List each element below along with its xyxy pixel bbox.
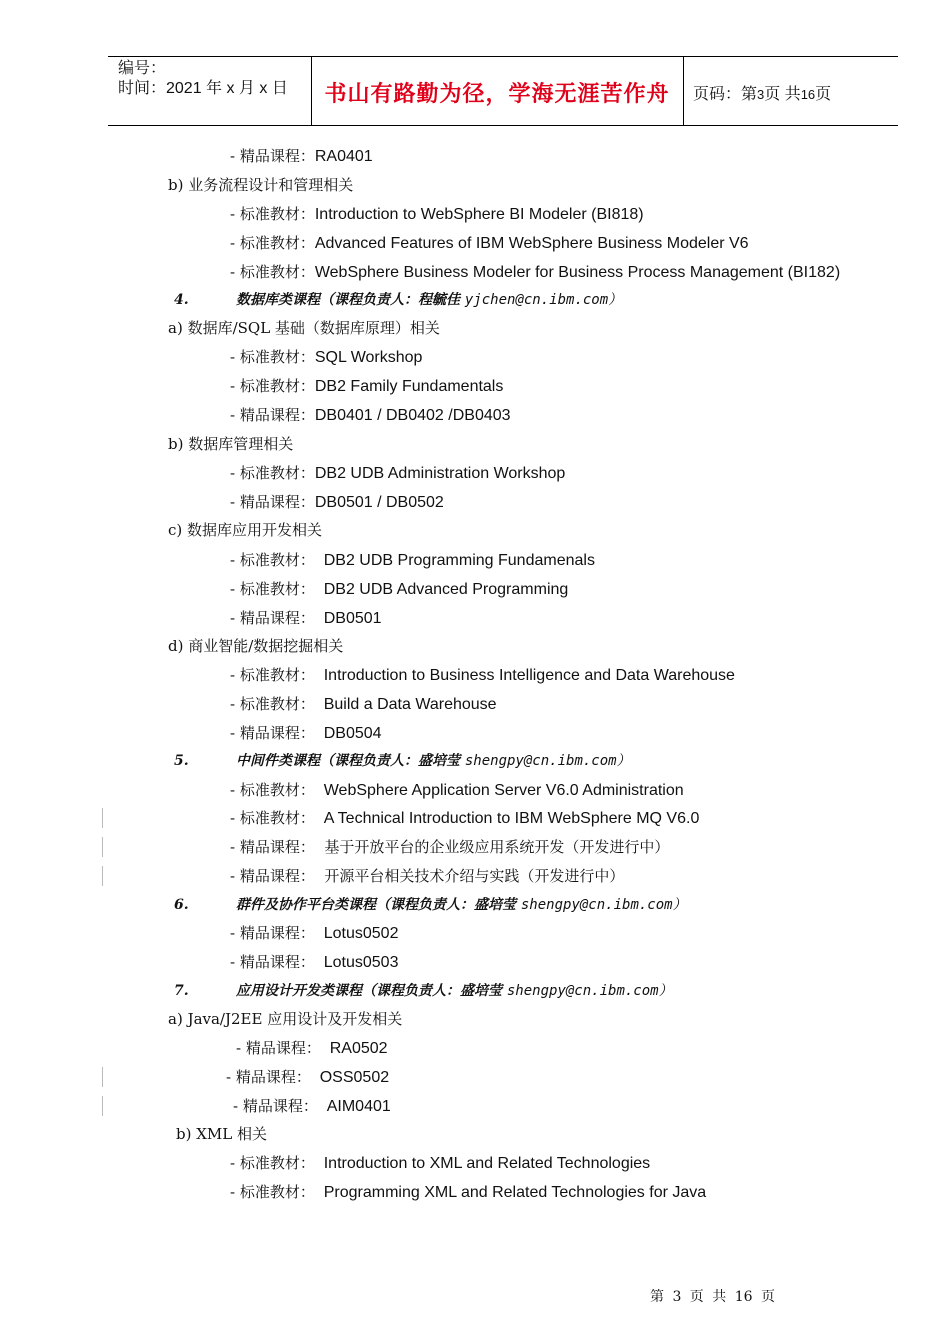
subsection-text: d) 商业智能/数据挖掘相关 <box>168 637 344 655</box>
course-title: A Technical Introduction to IBM WebSphere MQ V6.0 <box>314 810 700 827</box>
course-item <box>230 463 565 484</box>
course-type-label: - 精品课程： <box>230 838 315 856</box>
contact-email: shengpy@cn.ibm.com） <box>520 897 687 913</box>
course-title: DB0401 / DB0402 /DB0403 <box>314 407 511 424</box>
contact-email: shengpy@cn.ibm.com） <box>506 983 673 999</box>
subsection-text: b) 业务流程设计和管理相关 <box>168 176 354 194</box>
course-title: AIM0401 <box>317 1098 391 1115</box>
course-type-label: - 标准教材： <box>230 205 315 223</box>
course-title: Advanced Features of IBM WebSphere Business Modeler V6 <box>314 235 749 252</box>
course-title: OSS0502 <box>310 1069 390 1086</box>
course-type-label: - 精品课程： <box>230 493 315 511</box>
course-type-label: - 标准教材： <box>230 263 315 281</box>
course-item <box>230 492 444 513</box>
course-title: DB2 UDB Programming Fundamenals <box>314 552 595 569</box>
document-number-label: 编号： <box>118 60 167 77</box>
course-title: Programming XML and Related Technologies for Java <box>314 1184 707 1201</box>
subsection-text: a) 数据库/SQL 基础（数据库原理）相关 <box>168 319 440 337</box>
course-type-label: - 标准教材： <box>230 1154 315 1172</box>
section-number: 4. <box>174 292 189 308</box>
header-divider <box>683 57 684 125</box>
total-pages: 16 <box>800 87 816 102</box>
course-title: DB2 UDB Administration Workshop <box>314 465 566 482</box>
course-title: Introduction to Business Intelligence and Data Warehouse <box>314 667 735 684</box>
course-item <box>233 1096 391 1117</box>
course-type-label: - 标准教材： <box>230 348 315 366</box>
margin-change-bar <box>102 837 103 857</box>
course-type-label: - 精品课程： <box>230 406 315 424</box>
course-title: Introduction to WebSphere BI Modeler (BI818) <box>314 206 644 223</box>
course-item <box>230 837 669 858</box>
course-title: WebSphere Application Server V6.0 Administration <box>314 782 684 799</box>
page-header <box>108 56 898 126</box>
subsection-label <box>168 520 322 541</box>
course-type-label: - 精品课程： <box>230 724 315 742</box>
course-title: DB2 UDB Advanced Programming <box>314 581 569 598</box>
page-footer: 第 3 页 共 16 页 <box>650 1289 775 1305</box>
course-type-label: - 精品课程： <box>233 1097 318 1115</box>
course-item <box>230 1153 650 1174</box>
course-title: Lotus0502 <box>314 925 399 942</box>
subsection-text: b) 数据库管理相关 <box>168 435 294 453</box>
course-type-label: - 标准教材： <box>230 377 315 395</box>
course-item <box>230 952 398 973</box>
course-type-label: - 精品课程： <box>230 147 315 165</box>
subsection-label <box>168 434 293 455</box>
course-type-label: - 标准教材： <box>230 781 315 799</box>
subsection-label <box>168 1009 402 1030</box>
course-item <box>230 808 699 829</box>
course-type-label: - 标准教材： <box>230 580 315 598</box>
course-item <box>230 204 644 225</box>
contact-email: yjchen@cn.ibm.com） <box>464 292 623 308</box>
document-date-label: 时间：2021 年 x 月 x 日 <box>118 80 288 97</box>
course-type-label: - 精品课程： <box>226 1068 311 1086</box>
subsection-text: b) XML 相关 <box>176 1125 267 1143</box>
course-item <box>236 1038 388 1059</box>
section-title: 中间件类课程（课程负责人：盛培莹 <box>236 753 465 769</box>
margin-change-bar <box>102 1067 103 1087</box>
course-type-label: - 精品课程： <box>230 867 315 885</box>
course-title: RA0401 <box>314 148 373 165</box>
margin-change-bar <box>102 866 103 886</box>
course-item <box>230 579 568 600</box>
page-mid: 页 共 <box>764 86 801 103</box>
course-item <box>230 923 398 944</box>
section-number: 6. <box>174 897 189 913</box>
course-item <box>230 405 511 426</box>
course-title: DB0501 / DB0502 <box>314 494 444 511</box>
course-item <box>230 723 382 744</box>
section-title: 应用设计开发类课程（课程负责人：盛培莹 <box>236 983 507 999</box>
course-type-label: - 标准教材： <box>230 464 315 482</box>
page-prefix: 页码：第 <box>693 86 758 103</box>
contact-email: shengpy@cn.ibm.com） <box>464 753 631 769</box>
course-item <box>230 262 840 283</box>
header-meta <box>118 59 288 99</box>
course-item <box>230 146 373 167</box>
course-item <box>230 780 684 801</box>
course-type-label: - 标准教材： <box>230 809 315 827</box>
section-heading <box>174 981 673 1001</box>
course-title: 开源平台相关技术介绍与实践（开发进行中） <box>314 867 625 885</box>
subsection-label <box>168 318 440 339</box>
header-page-number <box>693 81 831 104</box>
course-item <box>230 376 503 397</box>
course-type-label: - 精品课程： <box>236 1039 321 1057</box>
course-item <box>230 233 749 254</box>
subsection-text: a) Java/J2EE 应用设计及开发相关 <box>168 1010 403 1028</box>
current-page: 3 <box>757 87 765 102</box>
section-number: 7. <box>174 983 189 999</box>
course-title: DB2 Family Fundamentals <box>314 378 504 395</box>
course-title: 基于开放平台的企业级应用系统开发（开发进行中） <box>314 838 670 856</box>
section-number: 5. <box>174 753 189 769</box>
section-heading <box>174 751 631 771</box>
course-item <box>230 608 382 629</box>
course-type-label: - 标准教材： <box>230 234 315 252</box>
course-type-label: - 精品课程： <box>230 609 315 627</box>
margin-change-bar <box>102 808 103 828</box>
subsection-label <box>168 175 353 196</box>
course-type-label: - 标准教材： <box>230 695 315 713</box>
course-item <box>230 550 595 571</box>
course-title: Build a Data Warehouse <box>314 696 497 713</box>
course-type-label: - 精品课程： <box>230 953 315 971</box>
subsection-label <box>176 1124 267 1145</box>
course-item <box>226 1067 389 1088</box>
course-title: RA0502 <box>320 1040 388 1057</box>
course-title: Lotus0503 <box>314 954 399 971</box>
section-title: 群件及协作平台类课程（课程负责人：盛培莹 <box>236 897 521 913</box>
course-title: SQL Workshop <box>314 349 423 366</box>
section-title: 数据库类课程（课程负责人：程毓佳 <box>236 292 465 308</box>
margin-change-bar <box>102 1096 103 1116</box>
course-item <box>230 347 422 368</box>
course-item <box>230 866 624 887</box>
course-type-label: - 精品课程： <box>230 924 315 942</box>
section-heading <box>174 290 622 310</box>
header-motto: 书山有路勤为径，学海无涯苦作舟 <box>324 81 670 107</box>
course-item <box>230 1182 706 1203</box>
course-type-label: - 标准教材： <box>230 666 315 684</box>
page-suffix: 页 <box>815 86 832 103</box>
course-title: WebSphere Business Modeler for Business Process Management (BI182) <box>314 264 841 281</box>
subsection-text: c) 数据库应用开发相关 <box>168 521 323 539</box>
course-item <box>230 694 497 715</box>
course-title: DB0501 <box>314 610 382 627</box>
course-title: DB0504 <box>314 725 382 742</box>
section-heading <box>174 895 687 915</box>
course-type-label: - 标准教材： <box>230 1183 315 1201</box>
course-item <box>230 665 735 686</box>
course-title: Introduction to XML and Related Technologies <box>314 1155 651 1172</box>
subsection-label <box>168 636 343 657</box>
course-type-label: - 标准教材： <box>230 551 315 569</box>
